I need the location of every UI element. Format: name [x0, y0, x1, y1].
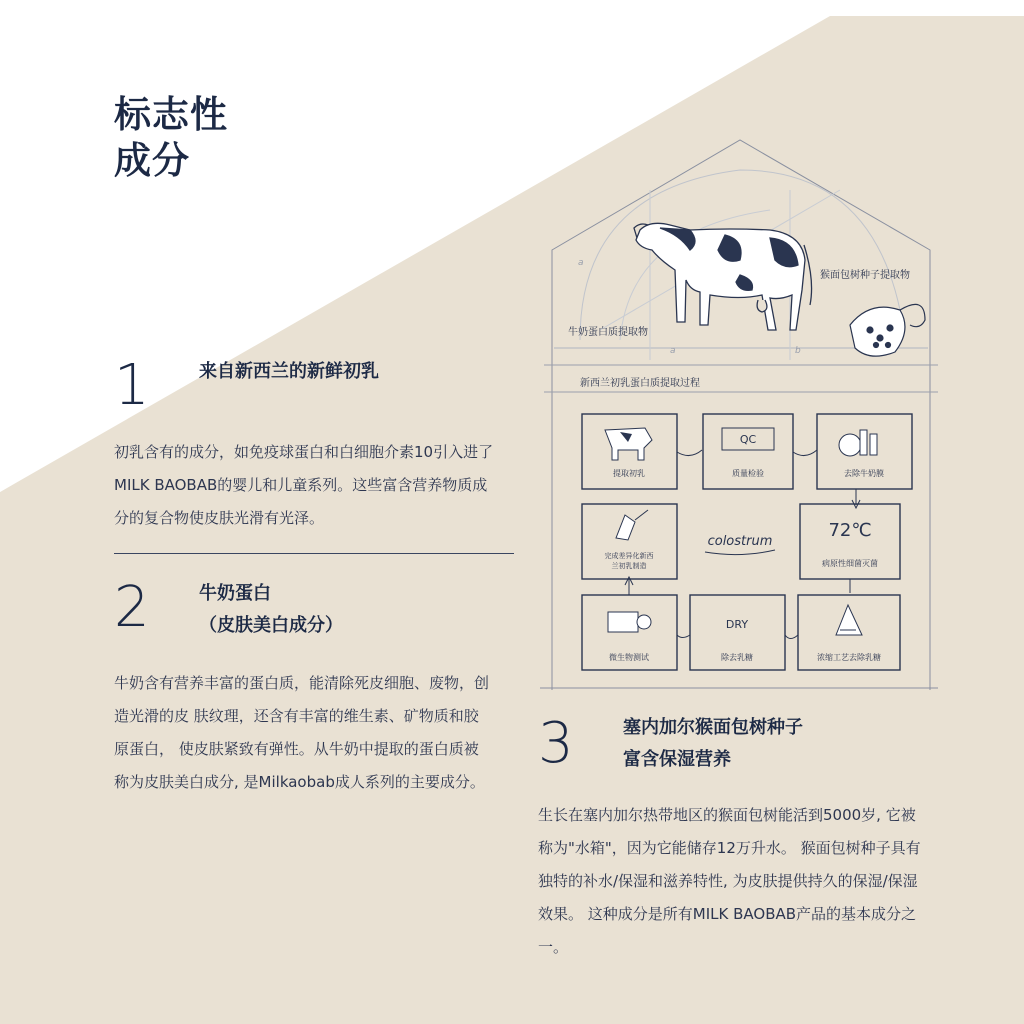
qc-icon: QC	[739, 433, 757, 446]
section-3-body-line: 称为"水箱"，因为它能储存12万升水。 猴面包树种子具有	[538, 839, 921, 857]
process-step-lactose	[798, 595, 900, 670]
dry-icon: DRY	[725, 618, 749, 631]
section-3-body-line: 生长在塞内加尔热带地区的猴面包树能活到5000岁, 它被	[538, 806, 916, 824]
house-outline	[540, 140, 938, 690]
process-step-dry	[690, 595, 785, 670]
step-label-extract: 提取初乳	[613, 469, 645, 478]
process-step-finish	[582, 504, 677, 579]
section-1-body-line: 分的复合物使皮肤光滑有光泽。	[114, 509, 325, 527]
section-2-body-line: 造光滑的皮 肤纹理，还含有丰富的维生素、矿物质和胶	[114, 707, 479, 725]
section-2-heading-line-2: （皮肤美白成分）	[199, 615, 343, 636]
section-1-body-line: 初乳含有的成分，如免疫球蛋白和白细胞介素10引入进了	[114, 443, 494, 461]
section-3-heading	[623, 712, 803, 776]
step-label-defat: 去除牛奶膜	[844, 469, 884, 478]
section-1-number: 1	[114, 353, 150, 418]
baobab-extract-label: 猴面包树种子提取物	[820, 270, 910, 281]
title-line-1: 标志性	[114, 93, 228, 136]
step-label-lactose: 浓缩工艺去除乳糖	[817, 653, 881, 662]
cow-drawing	[634, 223, 812, 330]
section-3-body-line: 效果。 这种成分是所有MILK BAOBAB产品的基本成分之	[538, 905, 917, 923]
section-3-body	[538, 799, 921, 964]
letter-a-label: a	[670, 346, 676, 356]
process-step-defat	[817, 414, 912, 489]
step-label-qc: 质量检验	[732, 469, 764, 478]
process-step-extract	[582, 414, 677, 489]
process-step-qc	[703, 414, 793, 489]
step-label-micro: 微生物测试	[609, 653, 649, 662]
section-2-body	[114, 667, 489, 799]
step-label-finish-1: 完成差异化新西	[604, 552, 654, 560]
section-2-heading-line-1: 牛奶蛋白	[199, 583, 271, 604]
step-label-sterilize: 病原性细菌灭菌	[822, 559, 878, 568]
section-2-body-line: 称为皮肤美白成分, 是Milkaobab成人系列的主要成分。	[114, 773, 485, 791]
process-title: 新西兰初乳蛋白质提取过程	[580, 378, 700, 389]
section-2-body-line: 原蛋白， 使皮肤紧致有弹性。从牛奶中提取的蛋白质被	[114, 740, 479, 758]
letter-a-label: a	[578, 258, 584, 268]
section-2-number: 2	[114, 575, 150, 640]
milk-extract-label: 牛奶蛋白质提取物	[568, 327, 648, 338]
step-label-dry: 除去乳糖	[721, 653, 753, 662]
process-step-micro	[582, 595, 677, 670]
section-3-body-line: 独特的补水/保湿和滋养特性, 为皮肤提供持久的保湿/保湿	[538, 872, 918, 890]
temperature-icon: 72℃	[828, 520, 872, 541]
title-line-2: 成分	[114, 139, 190, 182]
section-1-body-line: MILK BAOBAB的婴儿和儿童系列。这些富含营养物质成	[114, 476, 488, 494]
section-3-heading-line-1: 塞内加尔猴面包树种子	[623, 717, 803, 738]
ingredient-sketch-illustration	[540, 130, 940, 700]
section-3-heading-line-2: 富含保湿营养	[623, 749, 731, 770]
colostrum-center-label: colostrum	[707, 534, 773, 549]
section-1-body	[114, 436, 493, 535]
section-1-heading: 来自新西兰的新鲜初乳	[199, 361, 379, 382]
step-label-finish-2: 兰初乳制造	[611, 562, 647, 570]
section-2-body-line: 牛奶含有营养丰富的蛋白质，能清除死皮细胞、废物，创	[114, 674, 490, 692]
section-3-body-line: 一。	[538, 938, 569, 956]
letter-b-label: b	[795, 346, 801, 356]
section-3-number: 3	[538, 711, 574, 776]
section-divider	[114, 553, 514, 554]
process-step-sterilize	[800, 504, 900, 579]
section-2-heading	[199, 578, 343, 642]
page-title	[114, 92, 228, 184]
